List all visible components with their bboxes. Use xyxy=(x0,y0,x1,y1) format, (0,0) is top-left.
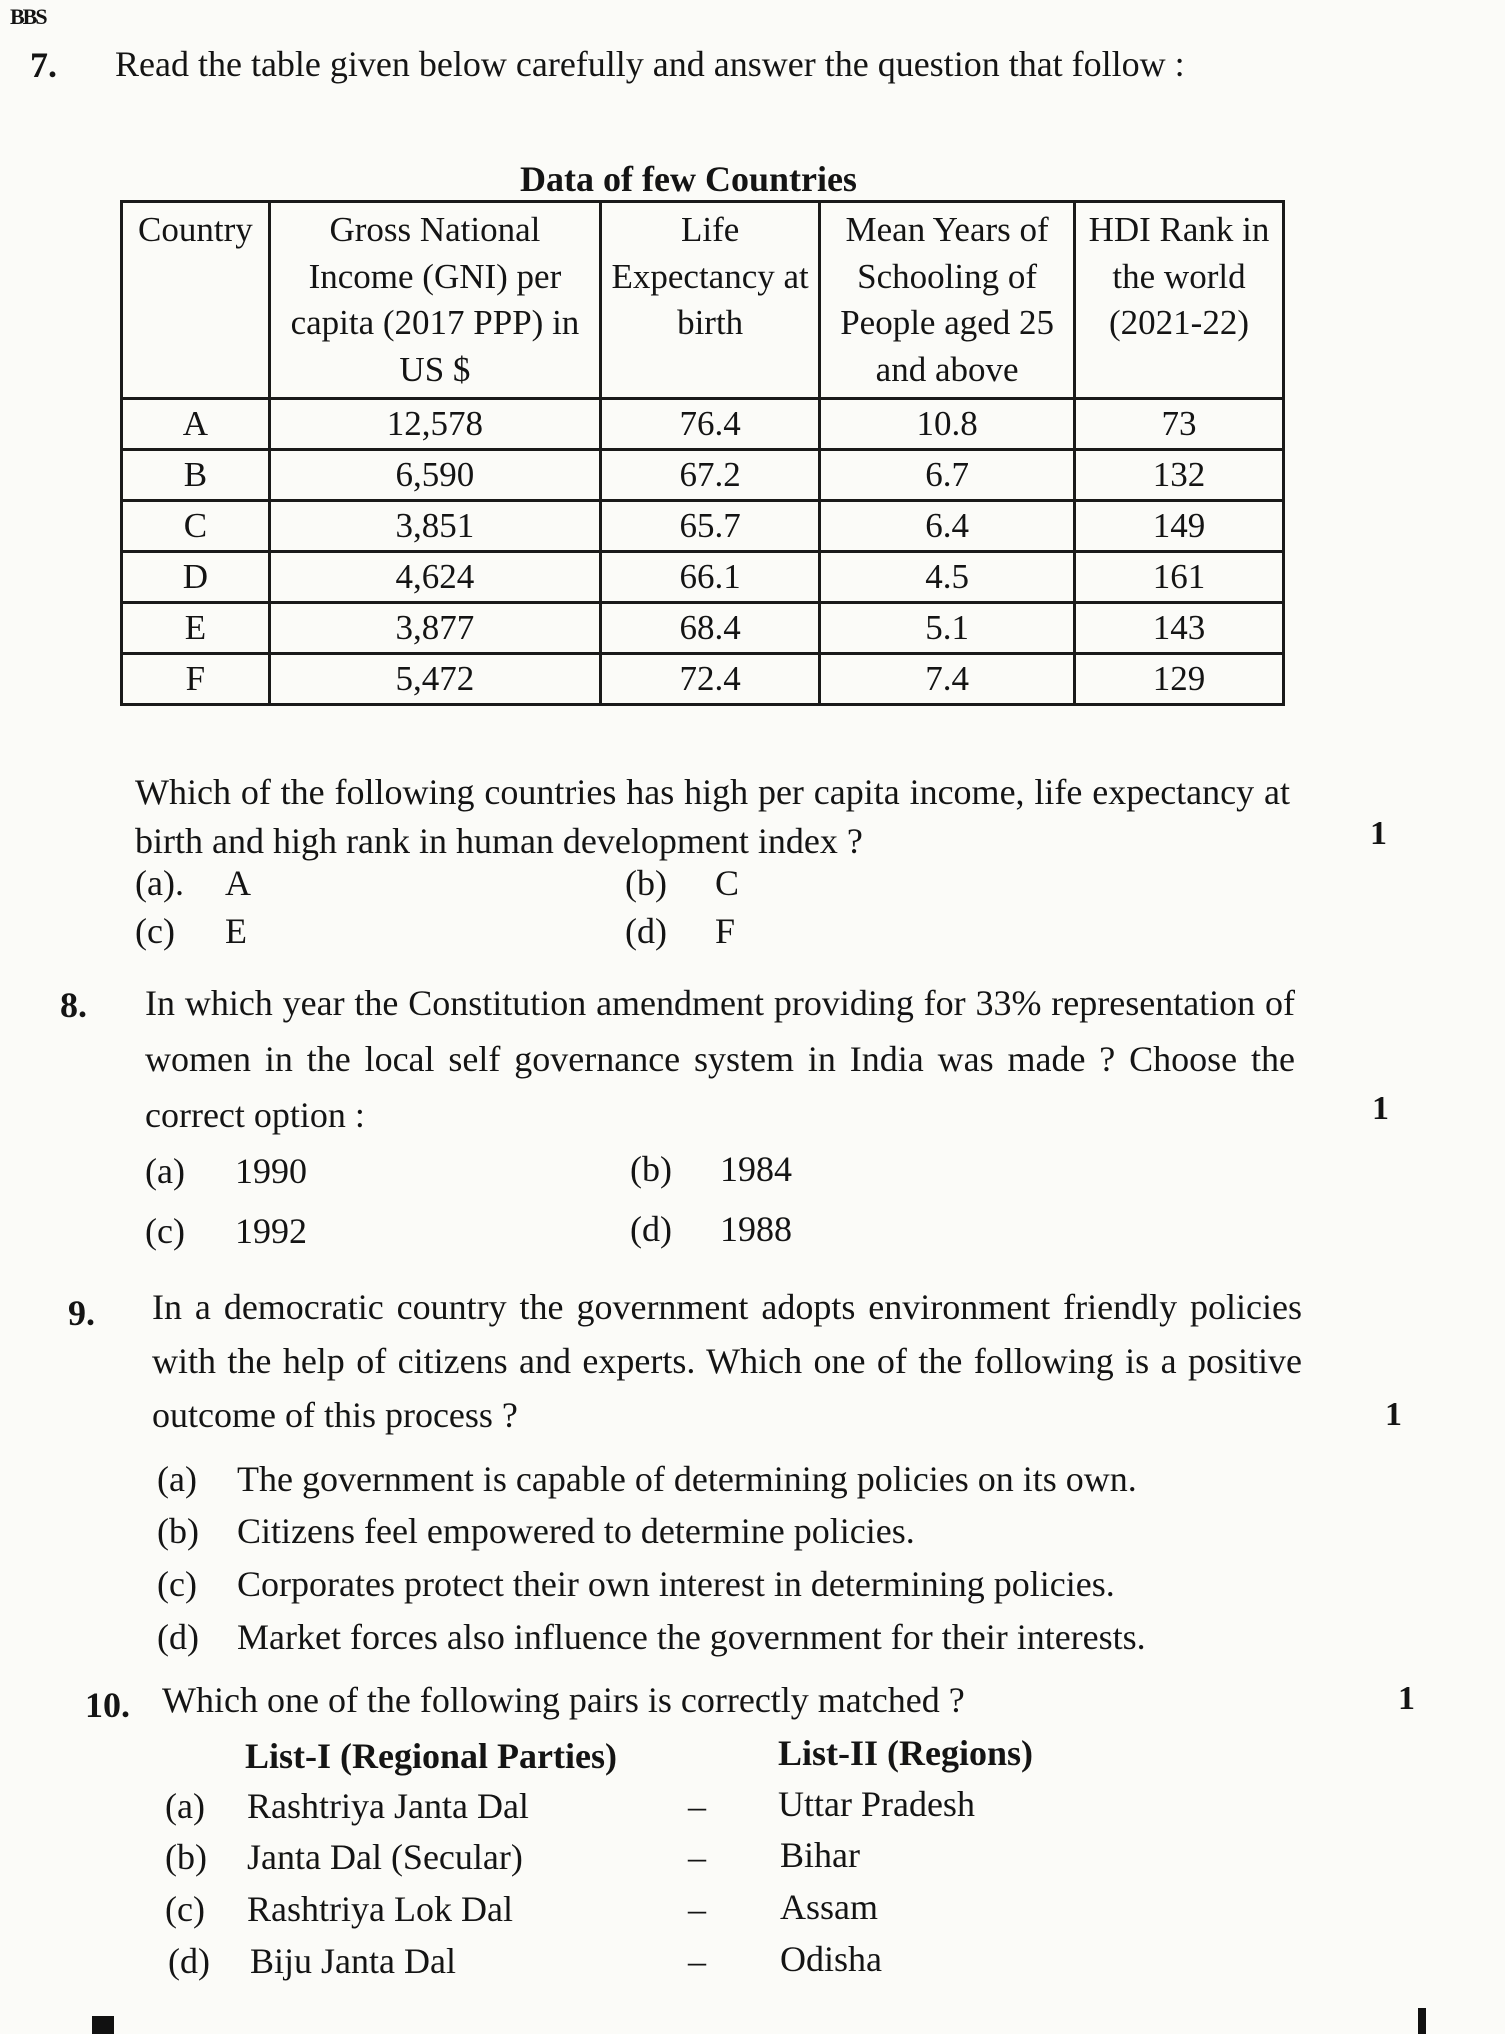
pair-region: Bihar xyxy=(780,1835,860,1875)
cell-life-expectancy: 76.4 xyxy=(601,399,820,450)
option-label: (b) xyxy=(157,1511,199,1551)
pair-party: Biju Janta Dal xyxy=(250,1941,456,1981)
publisher-logo: BBS xyxy=(10,4,46,29)
cell-country: D xyxy=(122,552,270,603)
q7-option-c[interactable] xyxy=(135,910,247,952)
option-label: (b) xyxy=(165,1837,207,1877)
option-label: (b) xyxy=(630,1149,672,1189)
option-text: Market forces also influence the government for their interests. xyxy=(237,1617,1146,1657)
option-label: (a) xyxy=(157,1459,197,1499)
cell-schooling: 4.5 xyxy=(820,552,1075,603)
cell-schooling: 6.4 xyxy=(820,501,1075,552)
q10-marks: 1 xyxy=(1398,1680,1415,1717)
q10-pair-b[interactable] xyxy=(165,1836,523,1878)
cell-gni: 4,624 xyxy=(269,552,600,603)
cell-hdi-rank: 143 xyxy=(1075,603,1284,654)
q10-pair-a[interactable] xyxy=(165,1785,529,1827)
pair-party: Janta Dal (Secular) xyxy=(247,1837,523,1877)
col-header-gni: Gross National Income (GNI) per capita (2017 PPP) in US $ xyxy=(269,202,600,399)
page-edge-mark-left xyxy=(92,2016,114,2034)
q9-option-c[interactable] xyxy=(157,1563,1115,1605)
q7-option-d[interactable] xyxy=(625,910,735,952)
q9-option-a[interactable] xyxy=(157,1458,1137,1500)
option-text: E xyxy=(225,911,247,951)
pair-region: Uttar Pradesh xyxy=(778,1784,975,1824)
q9-stem: In a democratic country the government adopts environment friendly policies with the help of citizens and experts. Which one of the following is a positive outcome of this process ? xyxy=(152,1287,1302,1435)
cell-life-expectancy: 67.2 xyxy=(601,450,820,501)
q8-number: 8. xyxy=(60,985,87,1025)
table-row xyxy=(122,603,1284,654)
table-row xyxy=(122,501,1284,552)
cell-country: F xyxy=(122,654,270,705)
q8-option-c[interactable] xyxy=(145,1210,307,1252)
option-label: (a) xyxy=(145,1151,185,1191)
page-edge-mark-right xyxy=(1418,2008,1426,2034)
option-label: (c) xyxy=(135,911,175,951)
option-label: (d) xyxy=(168,1941,210,1981)
pair-dash: – xyxy=(688,1941,706,1981)
cell-schooling: 7.4 xyxy=(820,654,1075,705)
option-text: 1990 xyxy=(235,1151,307,1191)
option-text: 1988 xyxy=(720,1209,792,1249)
option-text: 1984 xyxy=(720,1149,792,1189)
cell-gni: 5,472 xyxy=(269,654,600,705)
q9-marks: 1 xyxy=(1385,1396,1402,1433)
cell-country: A xyxy=(122,399,270,450)
cell-schooling: 6.7 xyxy=(820,450,1075,501)
cell-schooling: 5.1 xyxy=(820,603,1075,654)
q7-option-b[interactable] xyxy=(625,862,739,904)
option-text: Corporates protect their own interest in determining policies. xyxy=(237,1564,1115,1604)
q8-marks: 1 xyxy=(1372,1090,1389,1127)
pair-region: Assam xyxy=(780,1887,878,1927)
table-row xyxy=(122,552,1284,603)
table-row xyxy=(122,654,1284,705)
q8-stem: In which year the Constitution amendment providing for 33% representation of women in the local self governance system in India was made ? Choose the correct option : xyxy=(145,983,1295,1135)
cell-hdi-rank: 149 xyxy=(1075,501,1284,552)
option-label: (a). xyxy=(135,863,184,903)
option-text: Citizens feel empowered to determine policies. xyxy=(237,1511,915,1551)
option-label: (b) xyxy=(625,863,667,903)
col-header-life-expectancy: Life Expectancy at birth xyxy=(601,202,820,399)
option-label: (a) xyxy=(165,1786,205,1826)
q9-option-b[interactable] xyxy=(157,1510,915,1552)
q10-pair-c[interactable] xyxy=(165,1888,513,1930)
q10-stem: Which one of the following pairs is correctly matched ? xyxy=(162,1680,965,1720)
pair-dash: – xyxy=(688,1837,706,1877)
cell-life-expectancy: 72.4 xyxy=(601,654,820,705)
pair-dash: – xyxy=(688,1889,706,1929)
q7-number: 7. xyxy=(30,45,57,85)
col-header-mean-schooling: Mean Years of Schooling of People aged 25 and above xyxy=(820,202,1075,399)
q10-pair-d[interactable] xyxy=(168,1940,456,1982)
option-label: (d) xyxy=(157,1617,199,1657)
cell-country: B xyxy=(122,450,270,501)
cell-life-expectancy: 65.7 xyxy=(601,501,820,552)
q7-marks: 1 xyxy=(1370,815,1387,852)
cell-country: C xyxy=(122,501,270,552)
option-text: F xyxy=(715,911,736,951)
pair-party: Rashtriya Janta Dal xyxy=(247,1786,529,1826)
table-row xyxy=(122,399,1284,450)
option-label: (c) xyxy=(165,1889,205,1929)
cell-hdi-rank: 129 xyxy=(1075,654,1284,705)
q10-number: 10. xyxy=(85,1685,130,1725)
cell-life-expectancy: 68.4 xyxy=(601,603,820,654)
option-text: C xyxy=(715,863,740,903)
q7-stem: Read the table given below carefully and answer the question that follow : xyxy=(115,44,1185,84)
cell-gni: 3,877 xyxy=(269,603,600,654)
pair-dash: – xyxy=(688,1786,706,1826)
table-header-row xyxy=(122,202,1284,399)
cell-gni: 12,578 xyxy=(269,399,600,450)
list-1-header: List-I (Regional Parties) xyxy=(245,1736,617,1776)
q8-option-d[interactable] xyxy=(630,1208,792,1250)
option-text: 1992 xyxy=(235,1211,307,1251)
q9-number: 9. xyxy=(68,1293,95,1333)
cell-hdi-rank: 132 xyxy=(1075,450,1284,501)
cell-hdi-rank: 161 xyxy=(1075,552,1284,603)
cell-country: E xyxy=(122,603,270,654)
cell-schooling: 10.8 xyxy=(820,399,1075,450)
table-title: Data of few Countries xyxy=(520,159,857,199)
q9-option-d[interactable] xyxy=(157,1616,1146,1658)
option-text: A xyxy=(225,863,251,903)
q8-option-b[interactable] xyxy=(630,1148,792,1190)
option-label: (d) xyxy=(625,911,667,951)
option-label: (c) xyxy=(157,1564,197,1604)
option-text: The government is capable of determining policies on its own. xyxy=(237,1459,1137,1499)
option-label: (c) xyxy=(145,1211,185,1251)
country-data-table xyxy=(120,200,1285,706)
cell-gni: 3,851 xyxy=(269,501,600,552)
cell-gni: 6,590 xyxy=(269,450,600,501)
pair-region: Odisha xyxy=(780,1939,882,1979)
cell-life-expectancy: 66.1 xyxy=(601,552,820,603)
cell-hdi-rank: 73 xyxy=(1075,399,1284,450)
pair-party: Rashtriya Lok Dal xyxy=(247,1889,513,1929)
table-row xyxy=(122,450,1284,501)
list-2-header: List-II (Regions) xyxy=(778,1733,1034,1773)
col-header-country: Country xyxy=(122,202,270,399)
q8-option-a[interactable] xyxy=(145,1150,307,1192)
q7-option-a[interactable] xyxy=(135,862,251,904)
option-label: (d) xyxy=(630,1209,672,1249)
q7-question: Which of the following countries has high per capita income, life expectancy at birth and high rank in human development index ? xyxy=(135,772,1290,861)
col-header-hdi-rank: HDI Rank in the world (2021-22) xyxy=(1075,202,1284,399)
